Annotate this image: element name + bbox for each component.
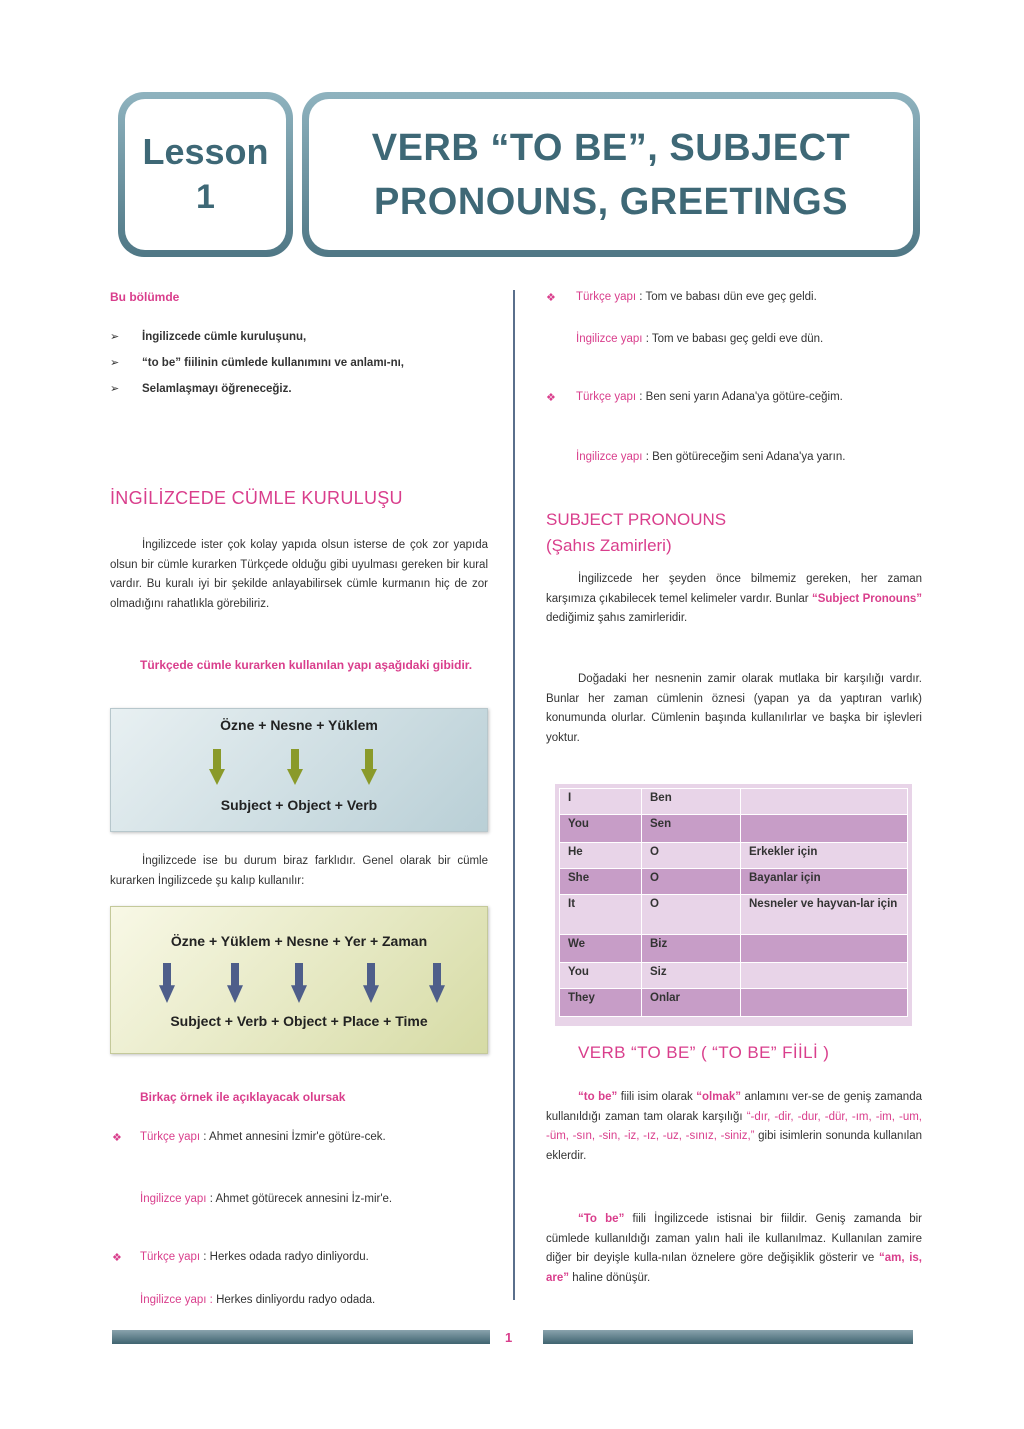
footer-bar-left [112, 1330, 490, 1344]
table-cell: Onlar [642, 989, 741, 1017]
example-label: Türkçe yapı [140, 1251, 201, 1263]
turkish-structure-label: Türkçede cümle kurarken kullanılan yapı aşağıdaki gibidir. [140, 658, 473, 672]
example-english-3 [576, 330, 922, 349]
page-title-line-2: PRONOUNS, GREETINGS [374, 180, 848, 223]
diamond-bullet-icon: ❖ [546, 292, 556, 304]
highlight-term: “Subject Pronouns” [811, 592, 922, 605]
table-cell [741, 789, 908, 815]
column-divider [513, 290, 515, 1300]
lesson-word: Lesson [142, 130, 269, 172]
example-text: Herkes dinliyordu radyo odada. [216, 1294, 376, 1306]
subject-pronouns-paragraph-2: Doğadaki her nesnenin zamir olarak mutlaka bir karşılığı vardır. Bunlar her zaman cümlenin öznesi (yapan ya da yaptıran varlık) konumunda olurlar. Cümlenin başında kullanılırlar ve başka bir işlevleri yoktur. [546, 673, 922, 744]
page-title-box [302, 92, 920, 257]
table-row [560, 869, 908, 895]
section-heading-sentence-structure: İNGİLİZCEDE CÜMLE KURULUŞU [110, 488, 403, 508]
examples-heading: Birkaç örnek ile açıklayacak olursak [140, 1090, 346, 1104]
page-number: 1 [505, 1330, 513, 1345]
down-arrow-icon [363, 963, 379, 1003]
table-cell: Biz [642, 935, 741, 963]
sentence-structure-paragraph: İngilizcede ister çok kolay yapıda olsun isterse de çok zor yapıda olsun bir cümle kurarken Türkçede olduğu gibi uyulması gereken bir kural vardır. Bu kuralı iyi bir şekilde anlayabilirsek cümle kurmanın hiç de zor olmadığını rahatlıkla görebiliriz. [110, 539, 488, 610]
example-text: : Ben seni yarın Adana'ya götüre-ceğim. [639, 391, 843, 403]
verb-to-be-paragraph-1 [546, 1088, 922, 1166]
example-label: Türkçe yapı [576, 391, 637, 403]
subject-pronouns-paragraph-1 [546, 570, 922, 629]
example-text: : Herkes odada radyo dinliyordu. [203, 1251, 369, 1263]
down-arrow-icon [227, 963, 243, 1003]
example-turkish-3 [576, 288, 922, 307]
table-cell: You [560, 963, 642, 989]
down-arrow-icon [287, 749, 303, 785]
table-cell: You [560, 815, 642, 843]
table-cell: Erkekler için [741, 843, 908, 869]
table-cell: O [642, 843, 741, 869]
example-text: : Ahmet götürecek annesini İz-mir'e. [209, 1193, 393, 1205]
table-row [560, 815, 908, 843]
diamond-bullet-icon: ❖ [112, 1132, 122, 1144]
section-heading-verb-to-be: VERB “TO BE” ( “TO BE” FİİLİ ) [578, 1043, 830, 1062]
english-structure-paragraph: İngilizcede ise bu durum biraz farklıdır. Genel olarak bir cümle kurarken İngilizcede şu kalıp kullanılır: [110, 855, 488, 887]
highlight-term: “To be” [578, 1213, 625, 1225]
table-cell: It [560, 895, 642, 935]
diagram2-top-text: Özne + Yüklem + Nesne + Yer + Zaman [170, 933, 428, 949]
table-cell: Bayanlar için [741, 869, 908, 895]
down-arrow-icon [209, 749, 225, 785]
intro-bullet-list [110, 328, 490, 406]
example-english-4 [576, 448, 922, 467]
intro-bullet: ➢ İngilizcede cümle kuruluşunu, [110, 328, 490, 346]
table-cell: O [642, 895, 741, 935]
table-cell: Ben [642, 789, 741, 815]
table-cell: Nesneler ve hayvan-lar için [741, 895, 908, 935]
subject-pronouns-table [555, 784, 912, 1026]
intro-bullet: ➢ Selamlaşmayı öğreneceğiz. [110, 380, 490, 398]
down-arrow-icon [361, 749, 377, 785]
intro-bullet: ➢ “to be” fiilinin cümlede kullanımını ve anlamı-nı, [110, 354, 490, 372]
footer-bar-right [543, 1330, 913, 1344]
table-cell [741, 935, 908, 963]
table-cell [741, 989, 908, 1017]
table-cell: We [560, 935, 642, 963]
table-cell: She [560, 869, 642, 895]
example-turkish-4 [576, 388, 922, 407]
table-row [560, 963, 908, 989]
paragraph-text: haline dönüşür. [569, 1271, 651, 1284]
example-label: Türkçe yapı [576, 291, 637, 303]
lesson-badge [118, 92, 293, 257]
table-row [560, 895, 908, 935]
paragraph-text: gibi isimlerin sonunda kullanılan eklerdir. [546, 1130, 922, 1162]
example-text: : Ahmet annesini İzmir'e götüre-cek. [203, 1131, 386, 1143]
paragraph-text: İngilizcede her şeyden önce bilmemiz gereken, her zaman karşımıza çıkabilecek temel kelimeler vardır. Bunlar [546, 573, 922, 605]
example-text: : Ben götüreceğim seni Adana'ya yarın. [645, 451, 846, 463]
highlight-suffixes: “-dır, -dir, -dur, -dür, -ım, -im, -um, -üm, -sın, -sin, -iz, -ız, -uz, -sınız, -siniz,” [546, 1110, 922, 1142]
table-cell [741, 963, 908, 989]
highlight-term: “to be” [578, 1091, 618, 1103]
example-label: İngilizce yapı : [140, 1294, 213, 1306]
table-cell: I [560, 789, 642, 815]
paragraph-text: anlamını ver-se de geniş zamanda kullanıldığı zaman tam olarak karşılığı [546, 1091, 922, 1123]
table-cell: Sen [642, 815, 741, 843]
example-label: İngilizce yapı [576, 451, 643, 463]
example-english-1 [140, 1190, 488, 1209]
example-turkish-2 [140, 1248, 488, 1267]
table-row [560, 935, 908, 963]
lesson-number: 1 [196, 177, 215, 216]
verb-to-be-paragraph-2 [546, 1210, 922, 1288]
table-cell: Siz [642, 963, 741, 989]
english-structure-diagram [110, 906, 488, 1054]
example-text: : Tom ve babası geç geldi eve dün. [645, 333, 824, 345]
example-label: Türkçe yapı [140, 1131, 201, 1143]
example-label: İngilizce yapı [576, 333, 643, 345]
table-cell: He [560, 843, 642, 869]
down-arrow-icon [429, 963, 445, 1003]
section-heading-subject-pronouns: SUBJECT PRONOUNS [546, 510, 727, 529]
diamond-bullet-icon: ❖ [112, 1252, 122, 1264]
paragraph-text: fiili İngilizcede istisnai bir fiildir. Geniş zamanda bir cümlede kullanıldığı zaman yalın hali ile kullanılmaz. Kullanılan zamire diğer bir deyişle kulla-nılan öznelere göre değişiklik gösterir ve [546, 1213, 923, 1264]
down-arrow-icon [291, 963, 307, 1003]
table-cell [741, 815, 908, 843]
paragraph-text: dediğimiz şahıs zamirleridir. [546, 612, 688, 624]
diagram2-bottom-text: Subject + Verb + Object + Place + Time [170, 1013, 428, 1029]
table-cell: O [642, 869, 741, 895]
section-subheading-subject-pronouns: (Şahıs Zamirleri) [546, 536, 672, 555]
down-arrow-icon [159, 963, 175, 1003]
paragraph-text: fiili isim olarak [617, 1091, 697, 1103]
page-title-line-1: VERB “TO BE”, SUBJECT [371, 126, 851, 169]
turkish-structure-diagram [110, 708, 488, 832]
table-row [560, 843, 908, 869]
highlight-term: “am, is, are” [546, 1252, 922, 1284]
highlight-term: “olmak” [696, 1091, 742, 1103]
diagram1-top-text: Özne + Nesne + Yüklem [220, 717, 378, 733]
example-label: İngilizce yapı [140, 1193, 207, 1205]
example-english-2 [140, 1291, 488, 1310]
table-row [560, 989, 908, 1017]
table-row [560, 789, 908, 815]
example-text: : Tom ve babası dün eve geç geldi. [639, 291, 817, 303]
example-turkish-1 [140, 1128, 488, 1147]
diamond-bullet-icon: ❖ [546, 392, 556, 404]
intro-label: Bu bölümde [110, 290, 180, 304]
table-cell: They [560, 989, 642, 1017]
diagram1-bottom-text: Subject + Object + Verb [220, 797, 378, 813]
